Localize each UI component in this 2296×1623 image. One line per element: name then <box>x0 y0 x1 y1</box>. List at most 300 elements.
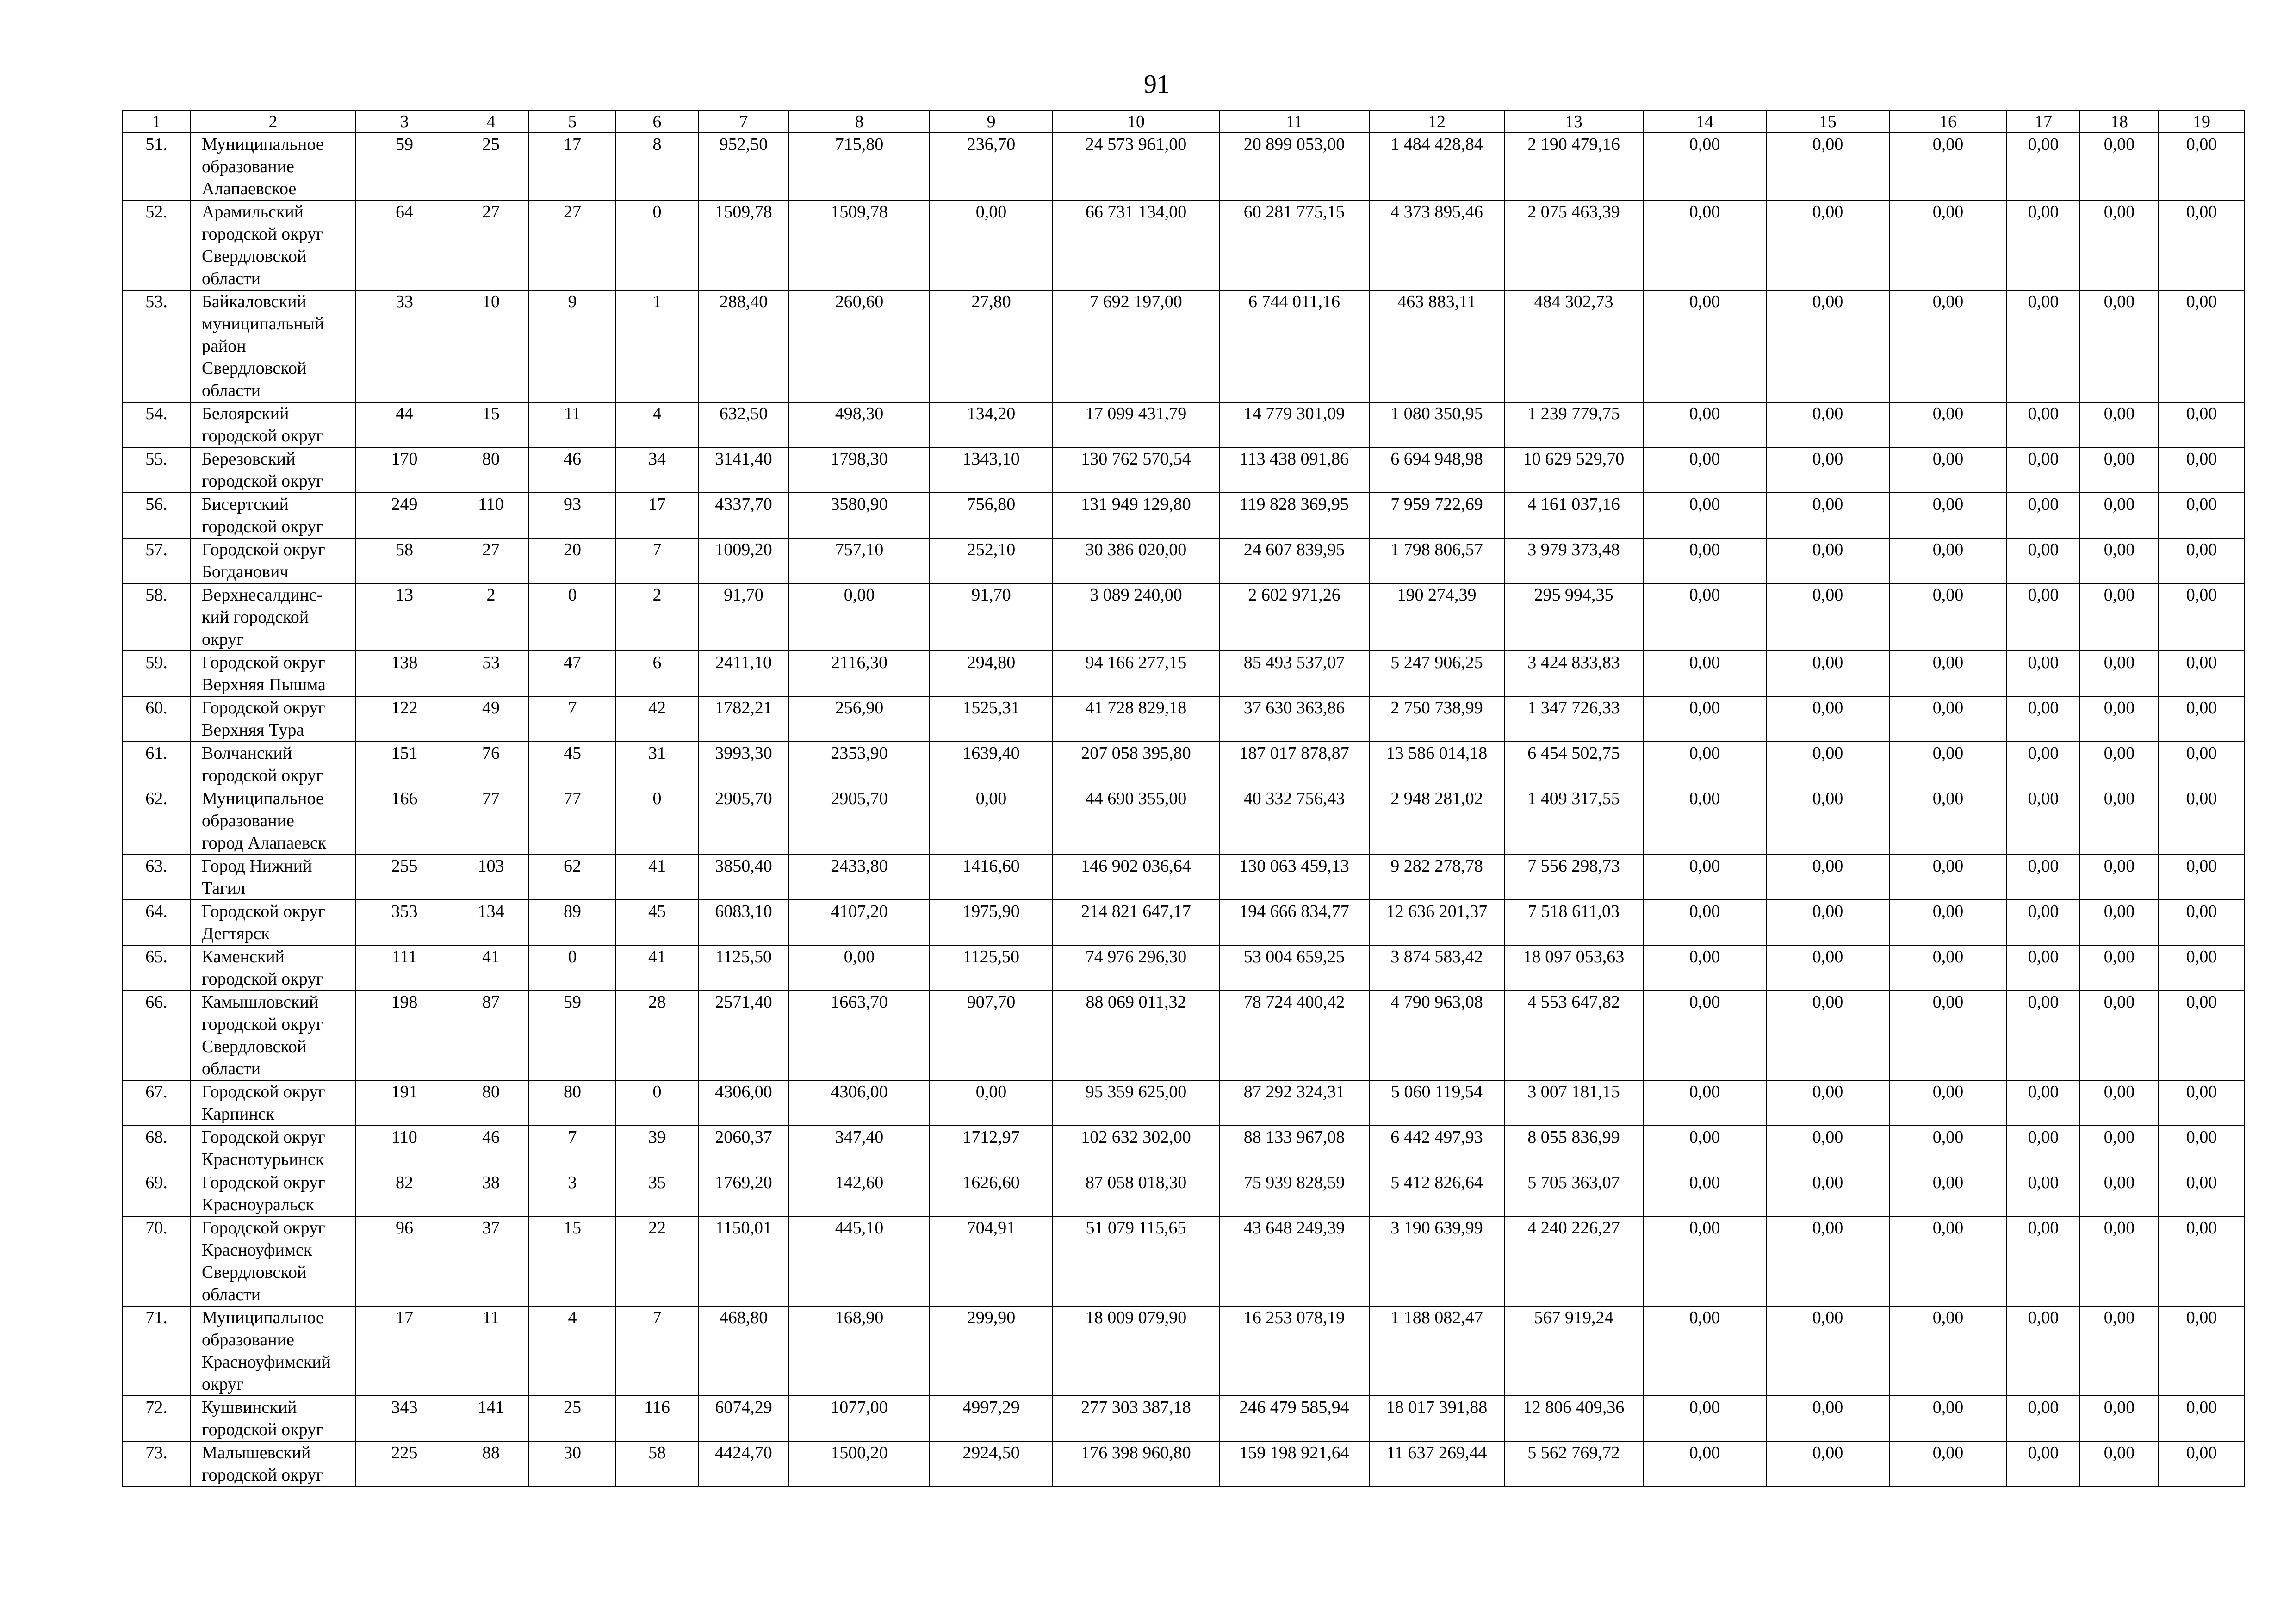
value-cell: 0,00 <box>1766 742 1889 787</box>
value-cell: 3141,40 <box>698 447 789 493</box>
value-cell: 0,00 <box>1889 945 2007 991</box>
value-cell: 91,70 <box>930 583 1053 651</box>
value-cell: 0,00 <box>1766 945 1889 991</box>
value-cell: 131 949 129,80 <box>1053 493 1219 538</box>
value-cell: 103 <box>453 855 529 900</box>
value-cell: 0,00 <box>2159 900 2245 945</box>
value-cell: 43 648 249,39 <box>1219 1216 1369 1306</box>
value-cell: 11 637 269,44 <box>1369 1441 1504 1487</box>
value-cell: 16 253 078,19 <box>1219 1306 1369 1396</box>
value-cell: 0,00 <box>2159 742 2245 787</box>
value-cell: 0,00 <box>1889 787 2007 855</box>
municipality-name-line: Байкаловский <box>202 292 306 311</box>
table-row <box>123 696 2245 742</box>
value-cell: 0,00 <box>1889 1396 2007 1441</box>
municipality-name-cell <box>190 538 356 583</box>
municipality-name-line: Карпинск <box>202 1104 275 1124</box>
value-cell: 0,00 <box>2159 696 2245 742</box>
value-cell: 0,00 <box>2159 493 2245 538</box>
table-row <box>123 200 2245 290</box>
value-cell: 122 <box>356 696 453 742</box>
value-cell: 0,00 <box>1766 696 1889 742</box>
value-cell: 0,00 <box>2080 1396 2159 1441</box>
value-cell: 13 586 014,18 <box>1369 742 1504 787</box>
value-cell: 44 690 355,00 <box>1053 787 1219 855</box>
value-cell: 0,00 <box>2007 945 2080 991</box>
value-cell: 4 373 895,46 <box>1369 200 1504 290</box>
value-cell: 2 948 281,02 <box>1369 787 1504 855</box>
value-cell: 194 666 834,77 <box>1219 900 1369 945</box>
value-cell: 0,00 <box>1766 1171 1889 1216</box>
value-cell: 1975,90 <box>930 900 1053 945</box>
value-cell: 3 979 373,48 <box>1504 538 1643 583</box>
value-cell: 0,00 <box>1643 945 1766 991</box>
value-cell: 27,80 <box>930 290 1053 402</box>
value-cell: 13 <box>356 583 453 651</box>
value-cell: 49 <box>453 696 529 742</box>
value-cell: 0,00 <box>1643 651 1766 696</box>
value-cell: 27 <box>453 200 529 290</box>
value-cell: 0,00 <box>2007 1396 2080 1441</box>
value-cell: 3 <box>529 1171 616 1216</box>
value-cell: 0,00 <box>1889 200 2007 290</box>
table-row <box>123 787 2245 855</box>
value-cell: 75 939 828,59 <box>1219 1171 1369 1216</box>
municipality-name-cell <box>190 290 356 402</box>
value-cell: 33 <box>356 290 453 402</box>
value-cell: 2433,80 <box>789 855 930 900</box>
value-cell: 1416,60 <box>930 855 1053 900</box>
value-cell: 0,00 <box>2007 855 2080 900</box>
value-cell: 134 <box>453 900 529 945</box>
municipality-name-line: Верхняя Тура <box>202 720 304 740</box>
value-cell: 8 <box>616 133 698 200</box>
municipality-name-cell <box>190 991 356 1080</box>
value-cell: 207 058 395,80 <box>1053 742 1219 787</box>
value-cell: 1663,70 <box>789 991 930 1080</box>
value-cell: 6 <box>616 651 698 696</box>
value-cell: 0,00 <box>1889 538 2007 583</box>
value-cell: 38 <box>453 1171 529 1216</box>
value-cell: 445,10 <box>789 1216 930 1306</box>
municipality-name-line: Кушвинский <box>202 1398 297 1417</box>
municipality-name-line: Городской округ <box>202 698 325 718</box>
table-row <box>123 290 2245 402</box>
value-cell: 0,00 <box>1766 991 1889 1080</box>
value-cell: 0 <box>616 200 698 290</box>
row-number-cell: 56. <box>123 493 190 538</box>
value-cell: 17 <box>356 1306 453 1396</box>
value-cell: 0,00 <box>1643 1216 1766 1306</box>
value-cell: 22 <box>616 1216 698 1306</box>
value-cell: 30 <box>529 1441 616 1487</box>
column-header: 18 <box>2080 111 2159 133</box>
municipality-name-line: район <box>202 336 246 356</box>
value-cell: 463 883,11 <box>1369 290 1504 402</box>
table-row <box>123 1441 2245 1487</box>
value-cell: 0,00 <box>1766 200 1889 290</box>
value-cell: 46 <box>529 447 616 493</box>
column-header: 5 <box>529 111 616 133</box>
value-cell: 3850,40 <box>698 855 789 900</box>
value-cell: 10 629 529,70 <box>1504 447 1643 493</box>
value-cell: 2 <box>616 583 698 651</box>
value-cell: 110 <box>453 493 529 538</box>
value-cell: 3 424 833,83 <box>1504 651 1643 696</box>
value-cell: 0,00 <box>1766 538 1889 583</box>
value-cell: 17 <box>529 133 616 200</box>
value-cell: 0,00 <box>1643 133 1766 200</box>
value-cell: 0,00 <box>789 583 930 651</box>
value-cell: 25 <box>529 1396 616 1441</box>
value-cell: 4424,70 <box>698 1441 789 1487</box>
municipality-name-line: Муниципальное <box>202 789 324 808</box>
value-cell: 41 728 829,18 <box>1053 696 1219 742</box>
value-cell: 0 <box>529 945 616 991</box>
value-cell: 0,00 <box>2080 855 2159 900</box>
municipality-name-line: образование <box>202 1330 294 1350</box>
value-cell: 15 <box>453 402 529 447</box>
municipality-name-line: Городской округ <box>202 1082 325 1102</box>
value-cell: 1 188 082,47 <box>1369 1306 1504 1396</box>
value-cell: 0,00 <box>1766 787 1889 855</box>
table-row <box>123 133 2245 200</box>
row-number-cell: 66. <box>123 991 190 1080</box>
value-cell: 2905,70 <box>698 787 789 855</box>
value-cell: 0,00 <box>1766 1080 1889 1126</box>
value-cell: 0,00 <box>1766 493 1889 538</box>
value-cell: 0,00 <box>1889 493 2007 538</box>
value-cell: 0,00 <box>930 1080 1053 1126</box>
value-cell: 0,00 <box>2007 1080 2080 1126</box>
value-cell: 4306,00 <box>789 1080 930 1126</box>
value-cell: 0,00 <box>930 200 1053 290</box>
municipality-name-line: Богданович <box>202 562 289 582</box>
value-cell: 191 <box>356 1080 453 1126</box>
row-number-cell: 51. <box>123 133 190 200</box>
value-cell: 3 089 240,00 <box>1053 583 1219 651</box>
municipality-name-line: Тагил <box>202 879 246 898</box>
value-cell: 0,00 <box>1889 1306 2007 1396</box>
value-cell: 0,00 <box>2007 696 2080 742</box>
value-cell: 102 632 302,00 <box>1053 1126 1219 1171</box>
value-cell: 0,00 <box>2007 447 2080 493</box>
value-cell: 0,00 <box>1643 402 1766 447</box>
value-cell: 0,00 <box>789 945 930 991</box>
municipality-name-cell <box>190 200 356 290</box>
value-cell: 88 133 967,08 <box>1219 1126 1369 1171</box>
value-cell: 1509,78 <box>789 200 930 290</box>
table-row <box>123 1216 2245 1306</box>
table-header-row <box>123 111 2245 133</box>
value-cell: 53 <box>453 651 529 696</box>
municipality-name-line: Краснотурьинск <box>202 1150 324 1169</box>
value-cell: 0,00 <box>1889 651 2007 696</box>
value-cell: 0,00 <box>2080 290 2159 402</box>
value-cell: 4337,70 <box>698 493 789 538</box>
value-cell: 0,00 <box>2159 651 2245 696</box>
column-header: 7 <box>698 111 789 133</box>
value-cell: 2 190 479,16 <box>1504 133 1643 200</box>
municipality-name-line: Красноуфимский <box>202 1352 331 1372</box>
value-cell: 0,00 <box>2080 1216 2159 1306</box>
municipality-name-line: Красноуфимск <box>202 1240 312 1260</box>
municipality-name-cell <box>190 1080 356 1126</box>
value-cell: 176 398 960,80 <box>1053 1441 1219 1487</box>
row-number-cell: 61. <box>123 742 190 787</box>
value-cell: 17 099 431,79 <box>1053 402 1219 447</box>
municipality-name-line: Белоярский <box>202 404 289 423</box>
value-cell: 11 <box>453 1306 529 1396</box>
value-cell: 0,00 <box>2080 447 2159 493</box>
value-cell: 294,80 <box>930 651 1053 696</box>
value-cell: 34 <box>616 447 698 493</box>
value-cell: 249 <box>356 493 453 538</box>
value-cell: 0,00 <box>2007 651 2080 696</box>
value-cell: 138 <box>356 651 453 696</box>
table-row <box>123 493 2245 538</box>
value-cell: 77 <box>453 787 529 855</box>
value-cell: 0,00 <box>2007 1441 2080 1487</box>
value-cell: 134,20 <box>930 402 1053 447</box>
value-cell: 0,00 <box>2007 493 2080 538</box>
value-cell: 40 332 756,43 <box>1219 787 1369 855</box>
value-cell: 260,60 <box>789 290 930 402</box>
municipality-name-line: Дегтярск <box>202 924 270 943</box>
value-cell: 9 <box>529 290 616 402</box>
value-cell: 0,00 <box>2159 133 2245 200</box>
value-cell: 3 190 639,99 <box>1369 1216 1504 1306</box>
value-cell: 0,00 <box>1643 1171 1766 1216</box>
value-cell: 0,00 <box>1766 1126 1889 1171</box>
municipality-name-line: городской округ <box>202 766 323 785</box>
municipality-name-cell <box>190 1306 356 1396</box>
value-cell: 1798,30 <box>789 447 930 493</box>
row-number-cell: 52. <box>123 200 190 290</box>
value-cell: 110 <box>356 1126 453 1171</box>
value-cell: 256,90 <box>789 696 930 742</box>
row-number-cell: 65. <box>123 945 190 991</box>
municipality-name-line: округ <box>202 630 244 649</box>
value-cell: 62 <box>529 855 616 900</box>
column-header: 13 <box>1504 111 1643 133</box>
table-row <box>123 855 2245 900</box>
value-cell: 82 <box>356 1171 453 1216</box>
municipality-name-line: муниципальный <box>202 314 324 334</box>
value-cell: 498,30 <box>789 402 930 447</box>
value-cell: 0,00 <box>2007 1216 2080 1306</box>
value-cell: 0,00 <box>2080 1126 2159 1171</box>
value-cell: 288,40 <box>698 290 789 402</box>
value-cell: 0,00 <box>2007 742 2080 787</box>
data-table <box>122 110 2245 1487</box>
value-cell: 89 <box>529 900 616 945</box>
value-cell: 0,00 <box>1766 402 1889 447</box>
value-cell: 10 <box>453 290 529 402</box>
value-cell: 111 <box>356 945 453 991</box>
municipality-name-line: округ <box>202 1375 244 1394</box>
value-cell: 78 724 400,42 <box>1219 991 1369 1080</box>
value-cell: 4 <box>529 1306 616 1396</box>
municipality-name-line: Каменский <box>202 947 285 966</box>
value-cell: 151 <box>356 742 453 787</box>
municipality-name-line: Свердловской <box>202 359 307 378</box>
value-cell: 6083,10 <box>698 900 789 945</box>
value-cell: 0,00 <box>1766 1396 1889 1441</box>
value-cell: 0,00 <box>2080 991 2159 1080</box>
value-cell: 35 <box>616 1171 698 1216</box>
municipality-name-line: Городской округ <box>202 540 325 559</box>
municipality-name-line: городской округ <box>202 1420 323 1439</box>
value-cell: 0,00 <box>2159 200 2245 290</box>
value-cell: 0,00 <box>1643 1126 1766 1171</box>
value-cell: 0,00 <box>2080 651 2159 696</box>
value-cell: 0,00 <box>2080 1171 2159 1216</box>
table-row <box>123 1080 2245 1126</box>
value-cell: 11 <box>529 402 616 447</box>
value-cell: 7 692 197,00 <box>1053 290 1219 402</box>
value-cell: 20 <box>529 538 616 583</box>
value-cell: 255 <box>356 855 453 900</box>
value-cell: 116 <box>616 1396 698 1441</box>
value-cell: 74 976 296,30 <box>1053 945 1219 991</box>
municipality-name-line: Камышловский <box>202 992 319 1012</box>
value-cell: 39 <box>616 1126 698 1171</box>
value-cell: 0,00 <box>1643 538 1766 583</box>
value-cell: 704,91 <box>930 1216 1053 1306</box>
value-cell: 0 <box>616 1080 698 1126</box>
value-cell: 0,00 <box>2159 538 2245 583</box>
value-cell: 347,40 <box>789 1126 930 1171</box>
municipality-name-line: области <box>202 1285 261 1304</box>
value-cell: 0,00 <box>2159 1126 2245 1171</box>
municipality-name-line: Городской округ <box>202 1218 325 1238</box>
value-cell: 2 075 463,39 <box>1504 200 1643 290</box>
value-cell: 0,00 <box>2080 133 2159 200</box>
row-number-cell: 54. <box>123 402 190 447</box>
value-cell: 468,80 <box>698 1306 789 1396</box>
row-number-cell: 72. <box>123 1396 190 1441</box>
value-cell: 15 <box>529 1216 616 1306</box>
value-cell: 1343,10 <box>930 447 1053 493</box>
municipality-name-line: Арамильский <box>202 202 304 222</box>
value-cell: 907,70 <box>930 991 1053 1080</box>
value-cell: 0,00 <box>1643 1441 1766 1487</box>
value-cell: 2353,90 <box>789 742 930 787</box>
value-cell: 58 <box>356 538 453 583</box>
value-cell: 159 198 921,64 <box>1219 1441 1369 1487</box>
value-cell: 0,00 <box>1889 1216 2007 1306</box>
municipality-name-line: городской округ <box>202 969 323 989</box>
municipality-name-line: городской округ <box>202 1465 323 1485</box>
value-cell: 60 281 775,15 <box>1219 200 1369 290</box>
value-cell: 0,00 <box>1643 1080 1766 1126</box>
value-cell: 6 744 011,16 <box>1219 290 1369 402</box>
value-cell: 2411,10 <box>698 651 789 696</box>
value-cell: 567 919,24 <box>1504 1306 1643 1396</box>
value-cell: 225 <box>356 1441 453 1487</box>
value-cell: 59 <box>529 991 616 1080</box>
value-cell: 0,00 <box>1766 1216 1889 1306</box>
value-cell: 1125,50 <box>698 945 789 991</box>
column-header: 19 <box>2159 111 2245 133</box>
row-number-cell: 68. <box>123 1126 190 1171</box>
row-number-cell: 59. <box>123 651 190 696</box>
municipality-name-cell <box>190 1171 356 1216</box>
value-cell: 3580,90 <box>789 493 930 538</box>
value-cell: 37 <box>453 1216 529 1306</box>
value-cell: 5 562 769,72 <box>1504 1441 1643 1487</box>
value-cell: 5 705 363,07 <box>1504 1171 1643 1216</box>
municipality-name-line: Свердловской <box>202 1263 307 1282</box>
value-cell: 0,00 <box>2007 402 2080 447</box>
value-cell: 252,10 <box>930 538 1053 583</box>
value-cell: 66 731 134,00 <box>1053 200 1219 290</box>
value-cell: 17 <box>616 493 698 538</box>
table-row <box>123 945 2245 991</box>
value-cell: 1 <box>616 290 698 402</box>
value-cell: 95 359 625,00 <box>1053 1080 1219 1126</box>
value-cell: 96 <box>356 1216 453 1306</box>
value-cell: 1525,31 <box>930 696 1053 742</box>
value-cell: 7 <box>529 1126 616 1171</box>
value-cell: 0,00 <box>1643 290 1766 402</box>
value-cell: 0,00 <box>2080 696 2159 742</box>
municipality-name-line: Городской округ <box>202 1173 325 1192</box>
value-cell: 51 079 115,65 <box>1053 1216 1219 1306</box>
value-cell: 2905,70 <box>789 787 930 855</box>
value-cell: 9 282 278,78 <box>1369 855 1504 900</box>
value-cell: 0,00 <box>1889 900 2007 945</box>
value-cell: 80 <box>453 1080 529 1126</box>
value-cell: 58 <box>616 1441 698 1487</box>
value-cell: 0,00 <box>1889 696 2007 742</box>
municipality-name-line: области <box>202 381 261 400</box>
value-cell: 0,00 <box>1889 991 2007 1080</box>
value-cell: 53 004 659,25 <box>1219 945 1369 991</box>
table-row <box>123 402 2245 447</box>
row-number-cell: 62. <box>123 787 190 855</box>
value-cell: 41 <box>616 945 698 991</box>
value-cell: 113 438 091,86 <box>1219 447 1369 493</box>
value-cell: 7 <box>616 538 698 583</box>
value-cell: 0,00 <box>2159 1080 2245 1126</box>
value-cell: 24 573 961,00 <box>1053 133 1219 200</box>
value-cell: 0 <box>529 583 616 651</box>
value-cell: 0,00 <box>2159 583 2245 651</box>
table-row <box>123 447 2245 493</box>
column-header: 12 <box>1369 111 1504 133</box>
value-cell: 0,00 <box>1643 900 1766 945</box>
value-cell: 0,00 <box>1889 855 2007 900</box>
value-cell: 0,00 <box>2080 787 2159 855</box>
value-cell: 170 <box>356 447 453 493</box>
value-cell: 42 <box>616 696 698 742</box>
row-number-cell: 73. <box>123 1441 190 1487</box>
table-row <box>123 1396 2245 1441</box>
value-cell: 94 166 277,15 <box>1053 651 1219 696</box>
value-cell: 76 <box>453 742 529 787</box>
municipality-name-cell <box>190 900 356 945</box>
column-header: 1 <box>123 111 190 133</box>
value-cell: 91,70 <box>698 583 789 651</box>
value-cell: 0,00 <box>1643 787 1766 855</box>
municipality-name-cell <box>190 1396 356 1441</box>
municipality-name-cell <box>190 651 356 696</box>
value-cell: 64 <box>356 200 453 290</box>
value-cell: 12 636 201,37 <box>1369 900 1504 945</box>
value-cell: 236,70 <box>930 133 1053 200</box>
